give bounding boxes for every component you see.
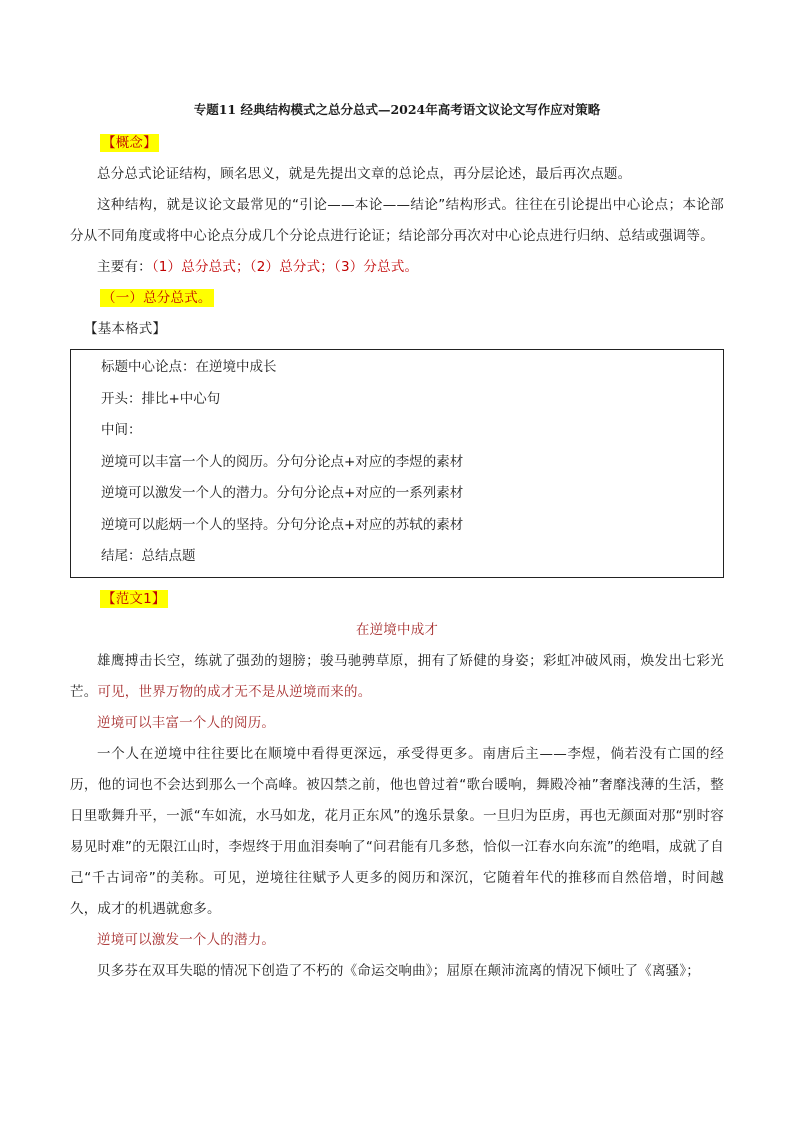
example-heading [70,584,724,615]
sub-point-2: 逆境可以激发一个人的潜力。 [97,931,276,948]
sub-point-1: 逆境可以丰富一个人的阅历。 [97,714,276,731]
essay-paragraph-3: 贝多芬在双耳失聪的情况下创造了不朽的《命运交响曲》；屈原在颠沛流离的情况下倾吐了《离骚》； [97,962,700,979]
essay-paragraph-2: 一个人在逆境中往往要比在顺境中看得更深远，承受得更多。南唐后主——李煜，倘若没有亡国的经历，他的词也不会达到那么一个高峰。被囚禁之前，他也曾过着“歌台暖响，舞殿冷袖”奢靡浅薄的生活，整日里歌舞升平，一派“车如流，水马如龙，花月正东风”的逸乐景象。一旦归为臣虏，再也无颜面对那“别时容易见时难”的无限江山时，李煜终于用血泪奏响了“问君能有几多愁，恰似一江春水向东流”的绝唱，成就了自己“千古词帝”的美称。可见，逆境往往赋予人更多的阅历和深沉，它随着年代的推移而自然倍增，时间越久，成才的机遇就愈多。 [70,745,724,917]
format-line: 开头：排比+中心句 [101,390,221,407]
page-title: 专题11 经典结构模式之总分总式—2024年高考语文议论文写作应对策略 [193,102,601,117]
concept-heading [70,128,724,159]
essay-paragraph-1 [70,646,724,708]
format-line: 逆境可以丰富一个人的阅历。分句分论点+对应的李煜的素材 [101,453,464,470]
main-types-list: （1）总分总式；（2）总分式；（3）分总式。 [151,259,419,275]
format-box [70,349,724,578]
concept-paragraph-2: 这种结构，就是议论文最常见的“引论——本论——结论”结构形式。往往在引论提出中心论点；本论部分从不同角度或将中心论点分成几个分论点进行论证；结论部分再次对中心论点进行归纳、总结或强调等。 [70,197,724,244]
section1-heading [70,283,724,314]
format-line: 逆境可以彪炳一个人的坚持。分句分论点+对应的苏轼的素材 [101,516,464,533]
document-content [70,100,724,987]
main-types-prefix: 主要有： [97,259,152,275]
concept-label: 【概念】 [102,135,157,151]
main-types-line [70,252,724,283]
format-line: 中间： [101,422,142,438]
basic-format-heading: 【基本格式】 [84,321,167,337]
example-label: 【范文1】 [102,590,166,607]
format-line: 逆境可以激发一个人的潜力。分句分论点+对应的一系列素材 [101,485,464,501]
essay-p1-thesis: 可见，世界万物的成才无不是从逆境而来的。 [97,683,372,700]
section1-label: （一）总分总式。 [102,290,212,306]
concept-paragraph-1: 总分总式论证结构，顾名思义，就是先提出文章的总论点，再分层论述，最后再次点题。 [97,166,632,182]
format-line: 结尾：总结点题 [101,548,196,564]
essay-title: 在逆境中成才 [355,621,439,638]
essay-p1-text: 雄鹰搏击长空，练就了强劲的翅膀；骏马驰骋草原，拥有了矫健的身姿；彩虹冲破风雨，焕发出七彩光芒。 [70,652,724,700]
format-line: 标题中心论点：在逆境中成长 [101,359,277,375]
